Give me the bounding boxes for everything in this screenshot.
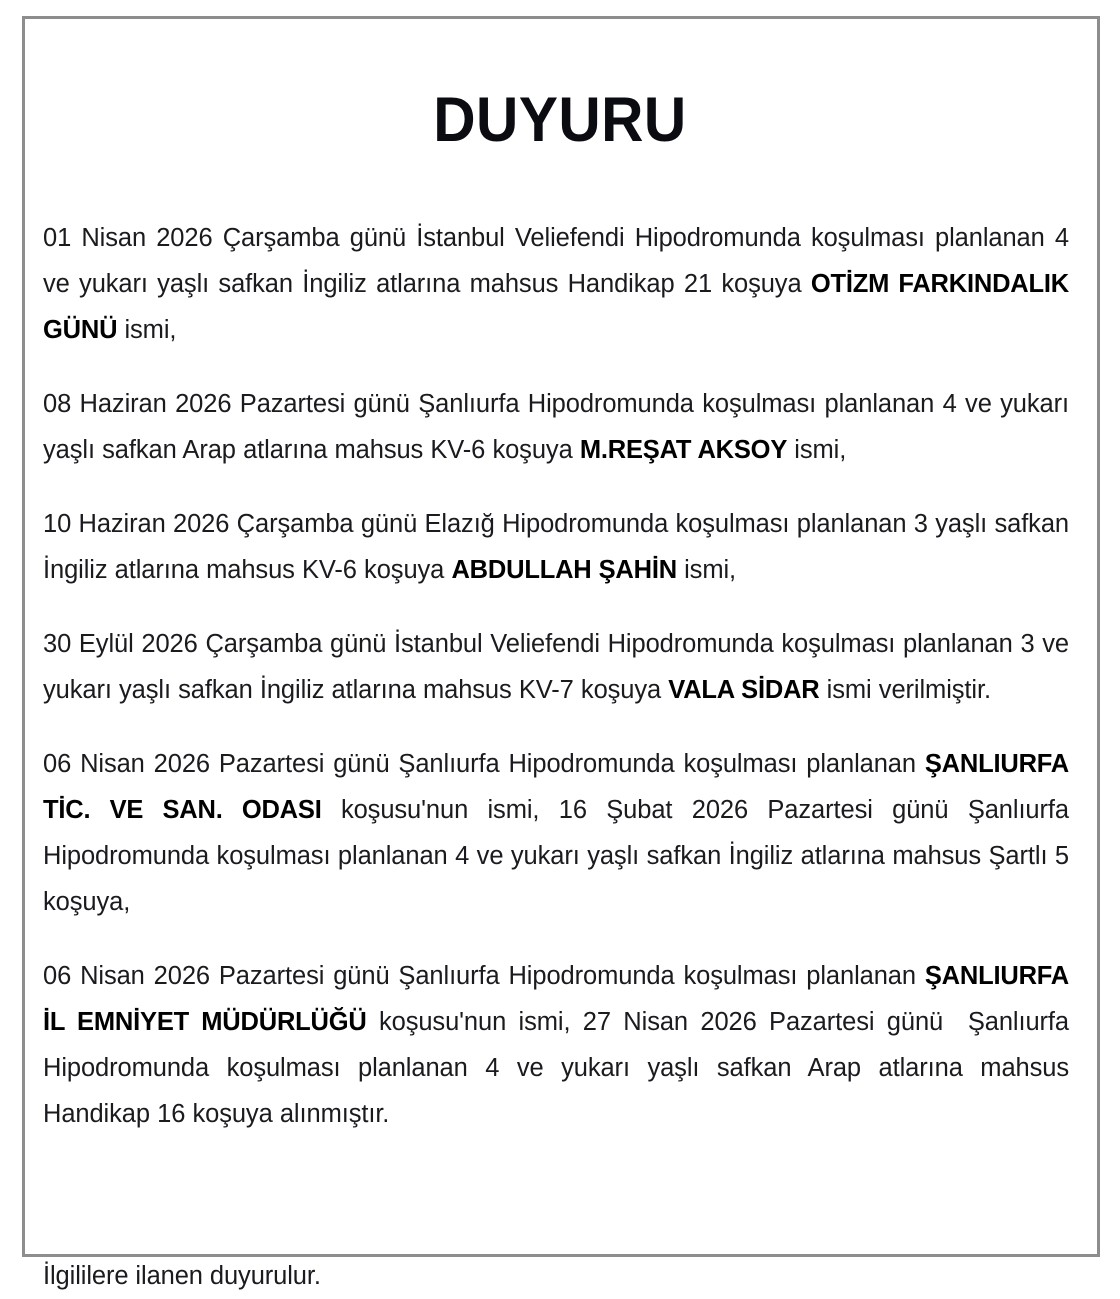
announcement-paragraph-4: 30 Eylül 2026 Çarşamba günü İstanbul Veliefendi Hipodromunda koşulması planlanan 3 ve yukarı yaşlı safkan İngiliz atlarına mahsus KV-7 koşuya VALA SİDAR ismi verilmiştir. xyxy=(43,630,1069,705)
announcement-paragraph-6: 06 Nisan 2026 Pazartesi günü Şanlıurfa Hipodromunda koşulması planlanan ŞANLIURFA İL EMNİYET MÜDÜRLÜĞÜ koşusu'nun ismi, 27 Nisan 2026 Pazartesi günü Şanlıurfa Hipodromunda koşulması planlanan 4 ve yukarı yaşlı safkan Arap atlarına mahsus Handikap 16 koşuya alınmıştır. xyxy=(43,962,1069,1129)
announcement-paragraph-2: 08 Haziran 2026 Pazartesi günü Şanlıurfa Hipodromunda koşulması planlanan 4 ve yukarı yaşlı safkan Arap atlarına mahsus KV-6 koşuya M.REŞAT AKSOY ismi, xyxy=(43,390,1069,465)
page-title: DUYURU xyxy=(433,85,687,155)
document-page-frame xyxy=(22,16,1100,1291)
closing-statement: İlgililere ilanen duyurulur. xyxy=(43,1262,321,1291)
announcement-paragraph-3: 10 Haziran 2026 Çarşamba günü Elazığ Hipodromunda koşulması planlanan 3 yaşlı safkan İngiliz atlarına mahsus KV-6 koşuya ABDULLAH ŞAHİN ismi, xyxy=(43,510,1069,585)
announcement-paragraph-5: 06 Nisan 2026 Pazartesi günü Şanlıurfa Hipodromunda koşulması planlanan ŞANLIURFA TİC. VE SAN. ODASI koşusu'nun ismi, 16 Şubat 2026 Pazartesi günü Şanlıurfa Hipodromunda koşulması planlanan 4 ve yukarı yaşlı safkan İngiliz atlarına mahsus Şartlı 5 koşuya, xyxy=(43,750,1069,917)
announcement-paragraph-1: 01 Nisan 2026 Çarşamba günü İstanbul Veliefendi Hipodromunda koşulması planlanan 4 ve yukarı yaşlı safkan İngiliz atlarına mahsus Handikap 21 koşuya OTİZM FARKINDALIK GÜNÜ ismi, xyxy=(43,224,1069,345)
document-page-inner xyxy=(25,19,1097,1291)
announcement-body xyxy=(41,215,1079,1299)
